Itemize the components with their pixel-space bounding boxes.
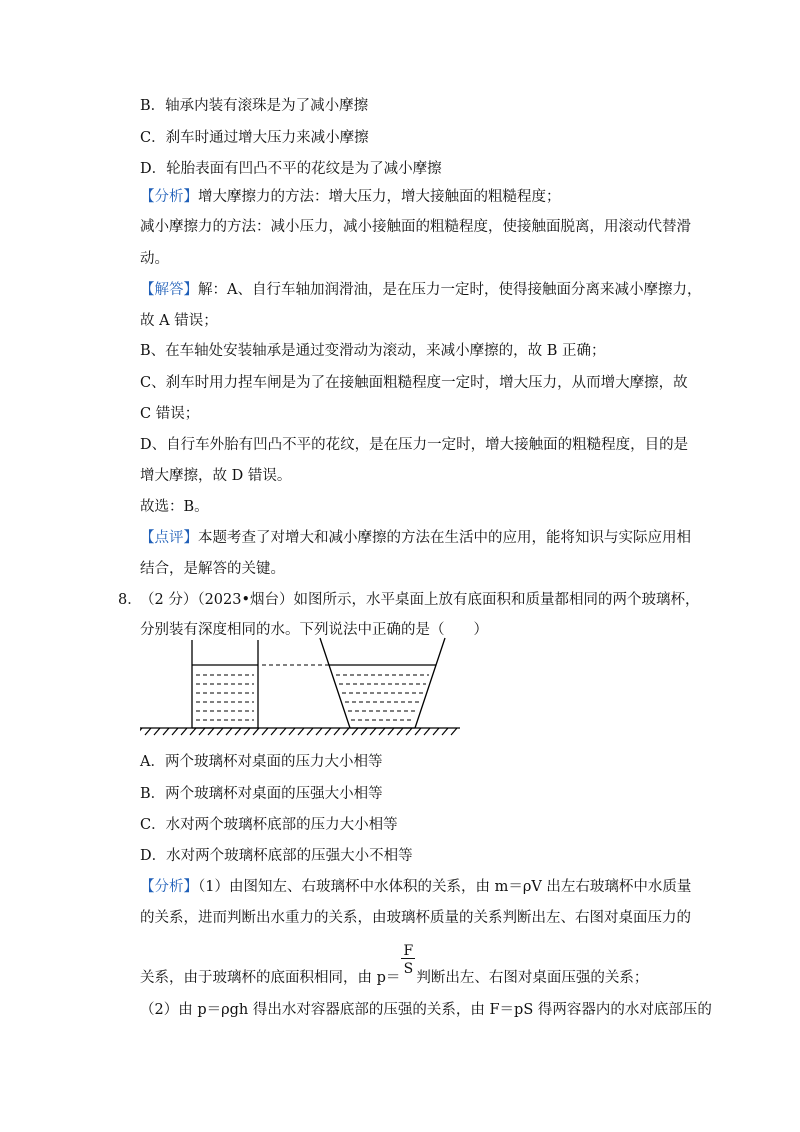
analysis2-line-2: 的关系，进而判断出水重力的关系，由玻璃杯质量的关系判断出左、右图对桌面压力的 [140,910,691,926]
hatch-mark [298,728,304,735]
option-b: B．轴承内装有滚珠是为了减小摩擦 [140,98,369,114]
hatch-mark [370,728,376,735]
answer-line-2: 故 A 错误； [140,313,218,329]
option-d-q8: D．水对两个玻璃杯底部的压强大小不相等 [140,848,413,864]
answer-line-7: 增大摩擦，故 D 错误。 [140,468,292,484]
hatch-mark [226,728,232,735]
hatch-mark [343,728,349,735]
two-glasses-figure [140,632,470,742]
hatch-mark [140,728,142,735]
hatch-mark [145,728,151,735]
hatch-mark [217,728,223,735]
option-c-q8: C．水对两个玻璃杯底部的压力大小相等 [140,817,398,833]
analysis2-line-3 [140,943,649,988]
comment-line-1 [140,528,691,548]
hatch-mark [442,728,448,735]
right-glass [320,638,445,728]
hatch-mark [334,728,340,735]
answer-line-3: B、在车轴处安装轴承是通过变滑动为滚动，来减小摩擦的，故 B 正确； [140,343,606,359]
analysis2-text: （1）由图知左、右玻璃杯中水体积的关系，由 m＝ρV 出左右玻璃杯中水质量 [198,879,692,895]
hatch-mark [262,728,268,735]
table-surface [140,728,460,735]
comment-text: 本题考查了对增大和减小摩擦的方法在生活中的应用，能将知识与实际应用相 [198,530,691,546]
option-d: D．轮胎表面有凹凸不平的花纹是为了减小摩擦 [140,161,442,177]
hatch-mark [163,728,169,735]
hatch-mark [451,728,457,735]
hatch-mark [235,728,241,735]
answer-line-1 [140,280,701,300]
hatch-mark [271,728,277,735]
right-glass-water [336,675,429,720]
hatch-mark [406,728,412,735]
left-glass-water [196,675,254,720]
hatch-mark [244,728,250,735]
analysis-text: 增大摩擦力的方法：增大压力，增大接触面的粗糙程度； [198,189,561,205]
fraction-denominator: S [403,961,414,977]
analysis2-line3-b: 判断出左、右图对桌面压强的关系； [416,970,649,986]
question-line-2: 分别装有深度相同的水。下列说法中正确的是（ ） [140,622,488,638]
hatch-mark [199,728,205,735]
option-b-q8: B．两个玻璃杯对桌面的压强大小相等 [140,786,383,802]
hatch-mark [181,728,187,735]
hatch-mark [307,728,313,735]
analysis-line-2: 减小摩擦力的方法：减小压力，减小接触面的粗糙程度，使接触面脱离，用滚动代替滑 [140,219,691,235]
hatch-mark [280,728,286,735]
question-line-1: （2 分）（2023•烟台）如图所示，水平桌面上放有底面积和质量都相同的两个玻璃杯， [140,592,700,608]
analysis-line-3: 动。 [140,251,169,267]
analysis-tag: 【分析】 [140,189,198,205]
hatch-mark [397,728,403,735]
hatch-mark [154,728,160,735]
analysis2-line-1 [140,877,691,897]
fraction-F-over-S [400,943,416,988]
answer-text: 解：A、自行车轴加润滑油，是在压力一定时，使得接触面分离来减小摩擦力， [198,282,702,298]
hatch-mark [208,728,214,735]
hatch-mark [415,728,421,735]
hatch-mark [316,728,322,735]
hatch-mark [190,728,196,735]
analysis2-line-4: （2）由 p＝ρgh 得出水对容器底部的压强的关系，由 F＝pS 得两容器内的水对底部压的 [140,1002,712,1018]
hatch-mark [352,728,358,735]
answer-line-5: C 错误； [140,406,200,422]
hatch-mark [433,728,439,735]
option-c: C．刹车时通过增大压力来减小摩擦 [140,130,369,146]
hatch-mark [172,728,178,735]
comment-tag: 【点评】 [140,530,198,546]
hatch-mark [253,728,259,735]
answer-line-6: D、自行车外胎有凹凸不平的花纹，是在压力一定时，增大接触面的粗糙程度，目的是 [140,437,689,453]
answer-line-4: C、刹车时用力捏车闸是为了在接触面粗糙程度一定时，增大压力，从而增大摩擦，故 [140,375,688,391]
hatch-mark [361,728,367,735]
hatch-mark [388,728,394,735]
comment-line-2: 结合，是解答的关键。 [140,561,285,577]
hatch-mark [379,728,385,735]
option-a-q8: A．两个玻璃杯对桌面的压力大小相等 [140,754,383,770]
hatch-mark [424,728,430,735]
answer-tag: 【解答】 [140,282,198,298]
analysis-line-1 [140,187,561,207]
question-number: 8． [118,592,142,608]
analysis2-tag: 【分析】 [140,879,198,895]
hatch-mark [325,728,331,735]
answer-line-8: 故选：B。 [140,499,209,515]
fraction-numerator: F [401,944,415,959]
analysis2-line3-a: 关系，由于玻璃杯的底面积相同，由 p＝ [140,970,401,986]
hatch-mark [289,728,295,735]
